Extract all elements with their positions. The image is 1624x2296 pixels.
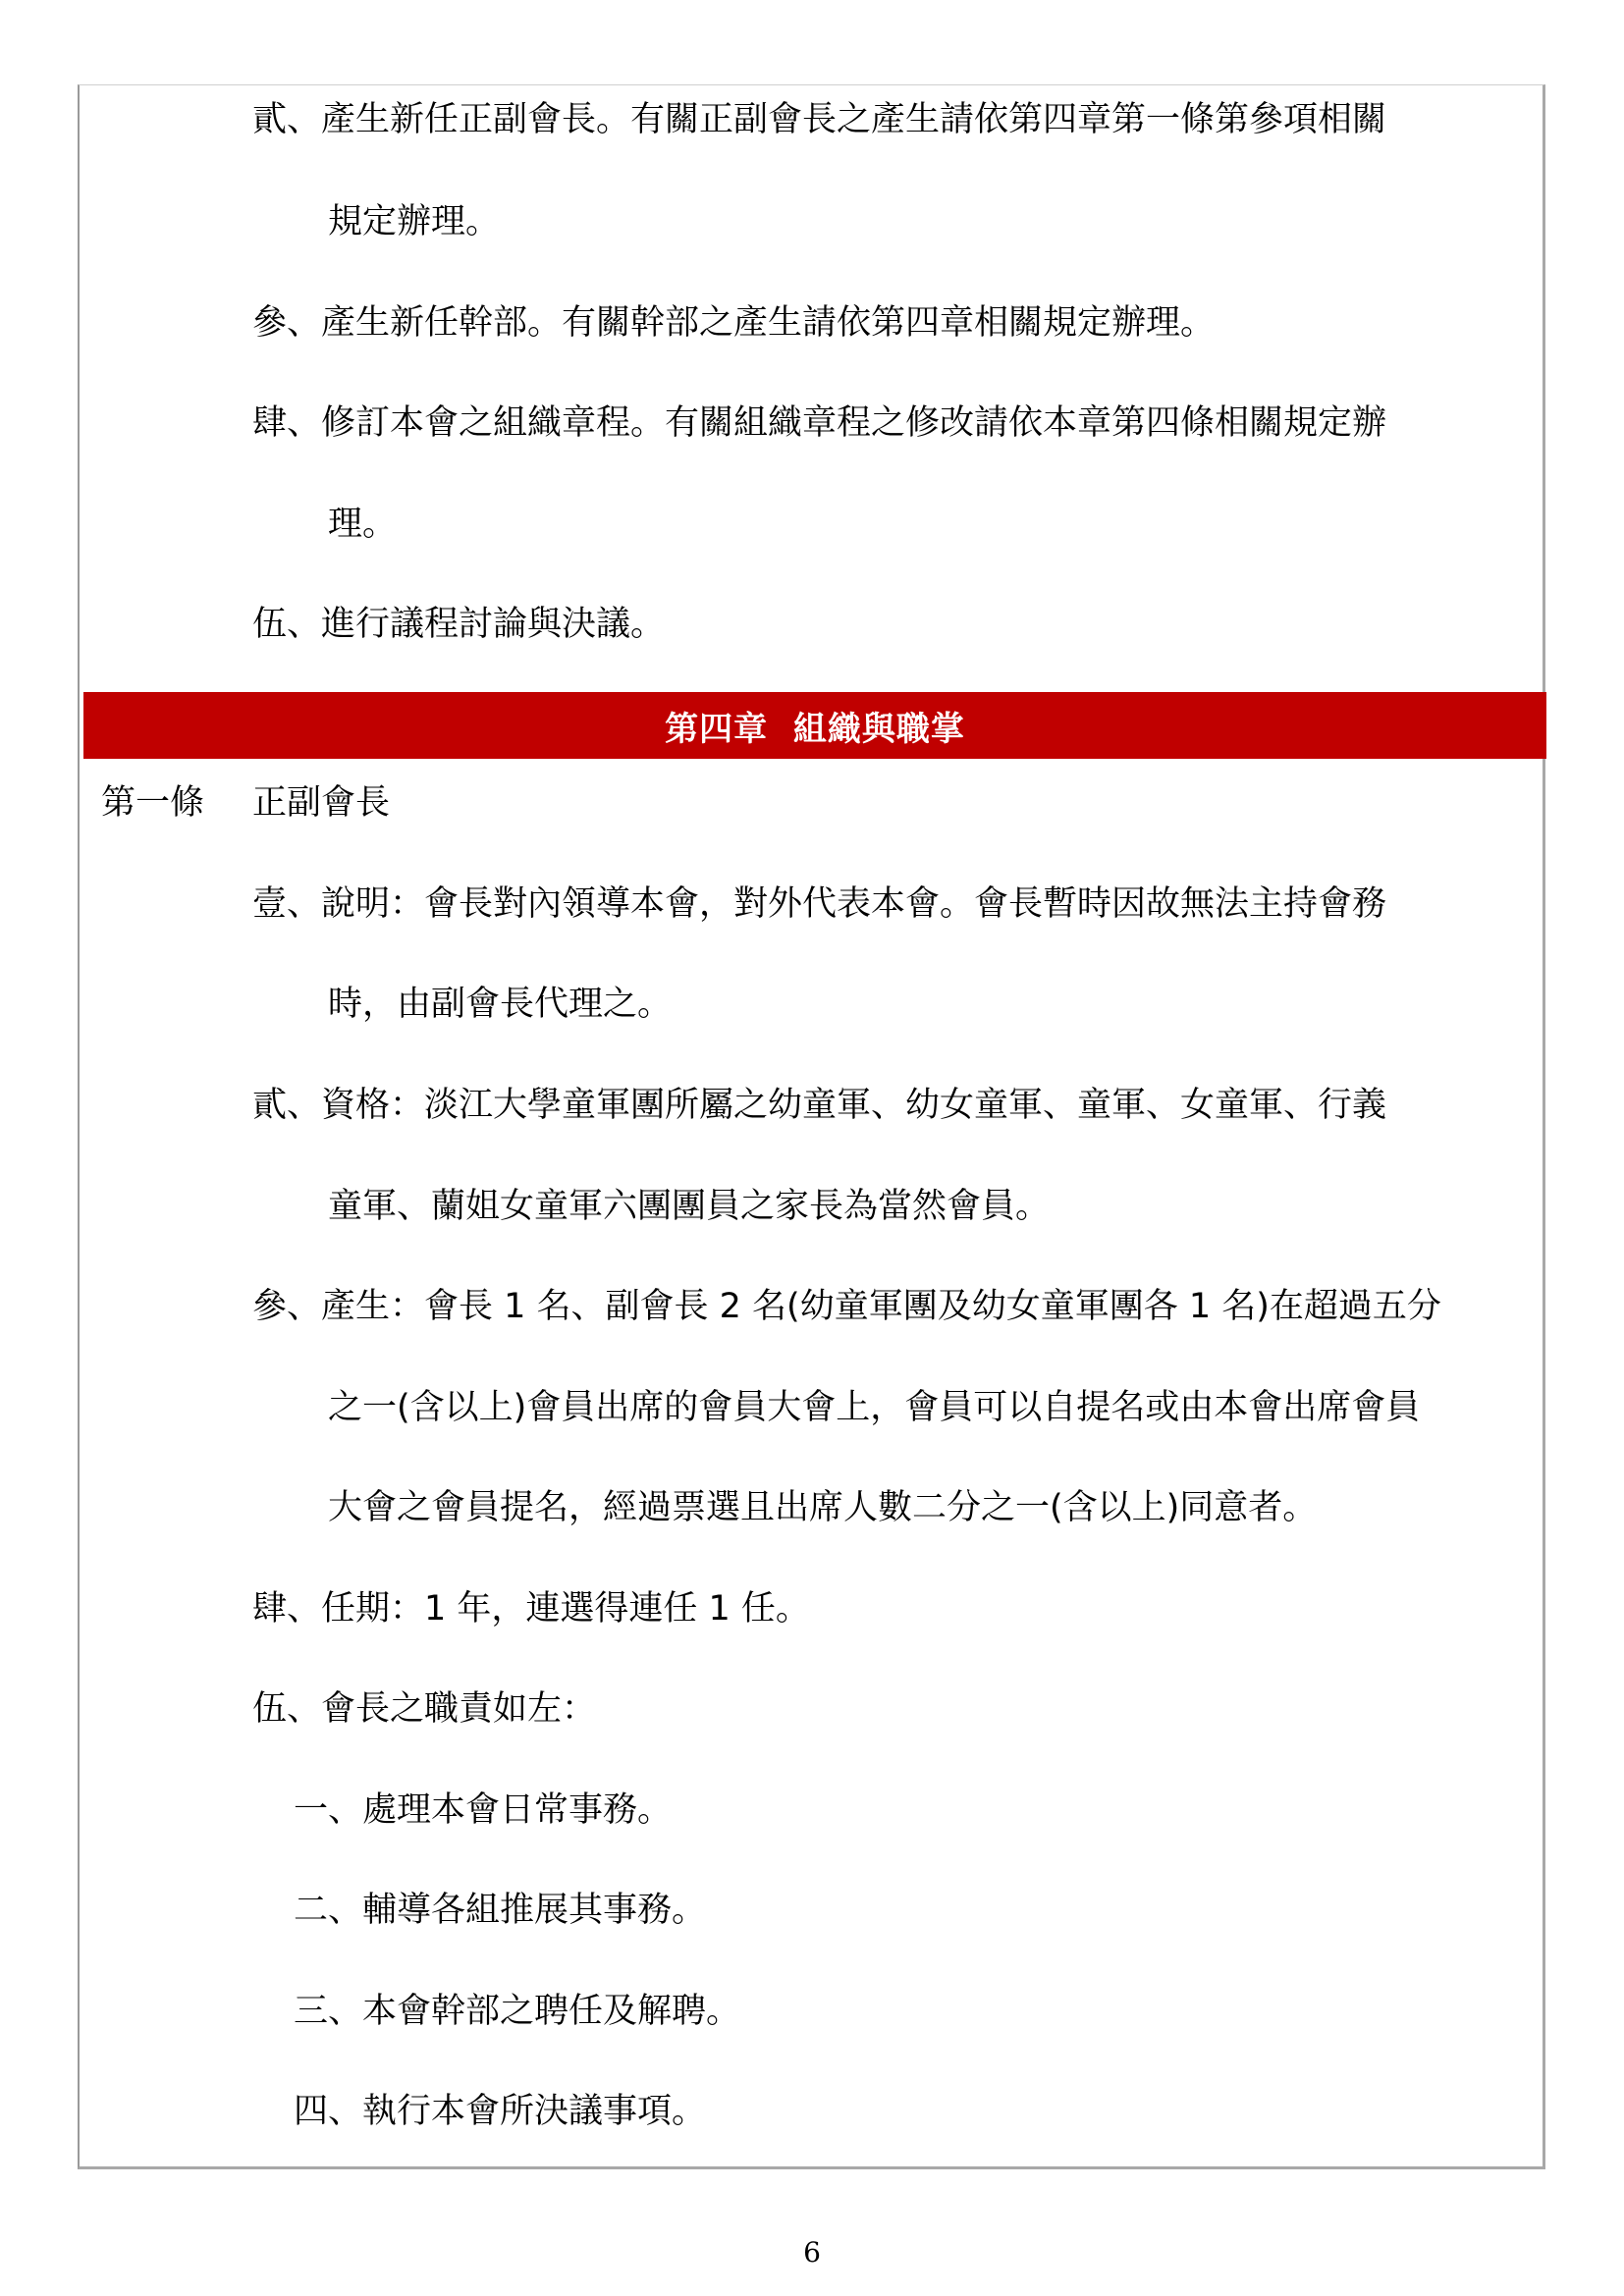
agenda-item-4-continued: 理。 bbox=[328, 505, 398, 544]
clause-3: 參、產生：會長 1 名、副會長 2 名(幼童軍團及幼女童軍團各 1 名)在超過五分 bbox=[252, 1287, 1441, 1326]
duty-item-3: 三、本會幹部之聘任及解聘。 bbox=[294, 1992, 741, 2031]
clause-3-continued-1: 之一(含以上)會員出席的會員大會上，會員可以自提名或由本會出席會員 bbox=[328, 1388, 1421, 1427]
article-number: 第一條 bbox=[101, 783, 205, 823]
article-title: 正副會長 bbox=[252, 783, 391, 823]
agenda-item-2-continued: 規定辦理。 bbox=[328, 202, 501, 241]
clause-3-continued-2: 大會之會員提名，經過票選且出席人數二分之一(含以上)同意者。 bbox=[328, 1488, 1318, 1527]
chapter-heading-bar bbox=[83, 692, 1546, 759]
duty-item-1: 一、處理本會日常事務。 bbox=[294, 1790, 673, 1830]
clause-2: 貳、資格：淡江大學童軍團所屬之幼童軍、幼女童軍、童軍、女童軍、行義 bbox=[252, 1086, 1387, 1125]
agenda-item-3: 參、產生新任幹部。有關幹部之產生請依第四章相關規定辦理。 bbox=[252, 303, 1216, 343]
page-number: 6 bbox=[803, 2236, 821, 2269]
duty-item-4: 四、執行本會所決議事項。 bbox=[294, 2092, 707, 2131]
chapter-heading: 第四章 組織與職掌 bbox=[665, 709, 965, 749]
clause-1-continued: 時，由副會長代理之。 bbox=[328, 985, 673, 1024]
clause-1: 壹、說明：會長對內領導本會，對外代表本會。會長暫時因故無法主持會務 bbox=[252, 884, 1387, 924]
clause-5: 伍、會長之職責如左： bbox=[252, 1689, 597, 1729]
agenda-item-5: 伍、進行議程討論與決議。 bbox=[252, 605, 666, 644]
duty-item-2: 二、輔導各組推展其事務。 bbox=[294, 1891, 707, 1930]
clause-4: 肆、任期：1 年，連選得連任 1 任。 bbox=[252, 1589, 810, 1629]
agenda-item-2: 貳、產生新任正副會長。有關正副會長之產生請依第四章第一條第參項相關 bbox=[252, 100, 1387, 139]
agenda-item-4: 肆、修訂本會之組織章程。有關組織章程之修改請依本章第四條相關規定辦 bbox=[252, 403, 1387, 443]
clause-2-continued: 童軍、蘭姐女童軍六團團員之家長為當然會員。 bbox=[328, 1187, 1051, 1226]
